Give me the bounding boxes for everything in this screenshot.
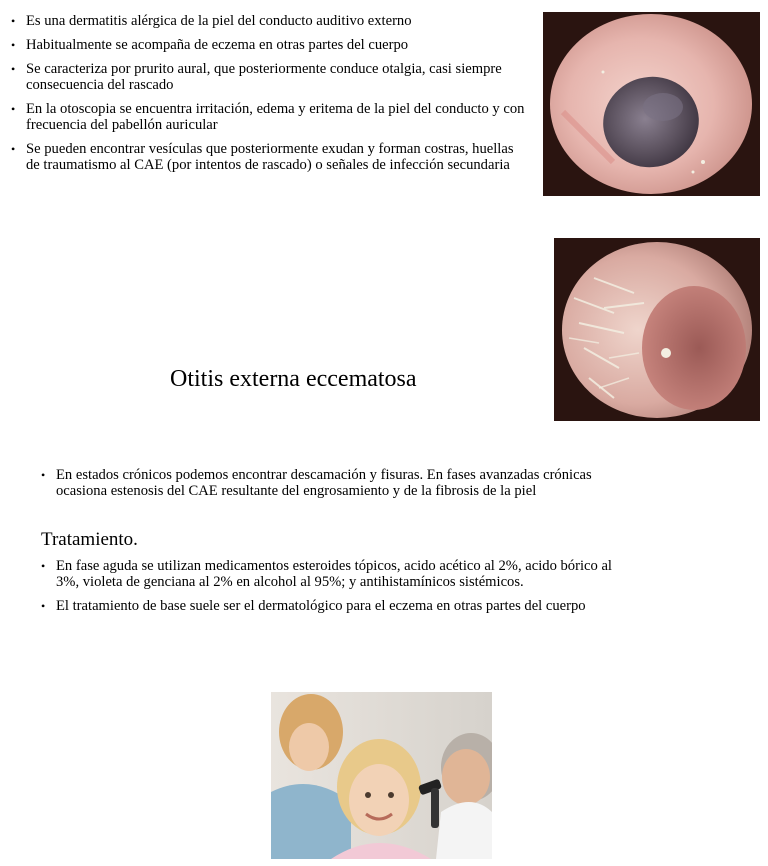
chronic-bullet: • En estados crónicos podemos encontrar descamación y fisuras. En fases avanzadas crónicas ocasiona estenosis del CAE resultante del engrosamiento y de la fibrosis de la piel [40, 467, 610, 499]
intro-bullet-list [10, 13, 530, 181]
treatment-bullet: • En fase aguda se utilizan medicamentos esteroides tópicos, acido acético al 2%, acido bórico al 3%, violeta de genciana al 2% en alcohol al 95%; y antihistamínicos sistémicos. [40, 558, 615, 590]
ear-exam-photo [271, 692, 492, 859]
otoscopy-photo-acute [543, 12, 760, 196]
chronic-bullet-list [40, 467, 610, 507]
intro-bullet: • Es una dermatitis alérgica de la piel del conducto auditivo externo [10, 13, 530, 29]
intro-bullet: • En la otoscopia se encuentra irritación, edema y eritema de la piel del conducto y con frecuencia del pabellón auricular [10, 101, 530, 133]
treatment-heading: Tratamiento. [41, 529, 138, 550]
treatment-bullet-list [40, 558, 615, 622]
treatment-bullet: • El tratamiento de base suele ser el dermatológico para el eczema en otras partes del cuerpo [40, 598, 615, 614]
slide-title: Otitis externa eccematosa [170, 366, 417, 393]
otoscopy-photo-chronic [554, 238, 760, 421]
intro-bullet: • Se caracteriza por prurito aural, que posteriormente conduce otalgia, casi siempre consecuencia del rascado [10, 61, 530, 93]
intro-bullet: • Se pueden encontrar vesículas que posteriormente exudan y forman costras, huellas de traumatismo al CAE (por intentos de rascado) o señales de infección secundaria [10, 141, 530, 173]
intro-bullet: • Habitualmente se acompaña de eczema en otras partes del cuerpo [10, 37, 530, 53]
